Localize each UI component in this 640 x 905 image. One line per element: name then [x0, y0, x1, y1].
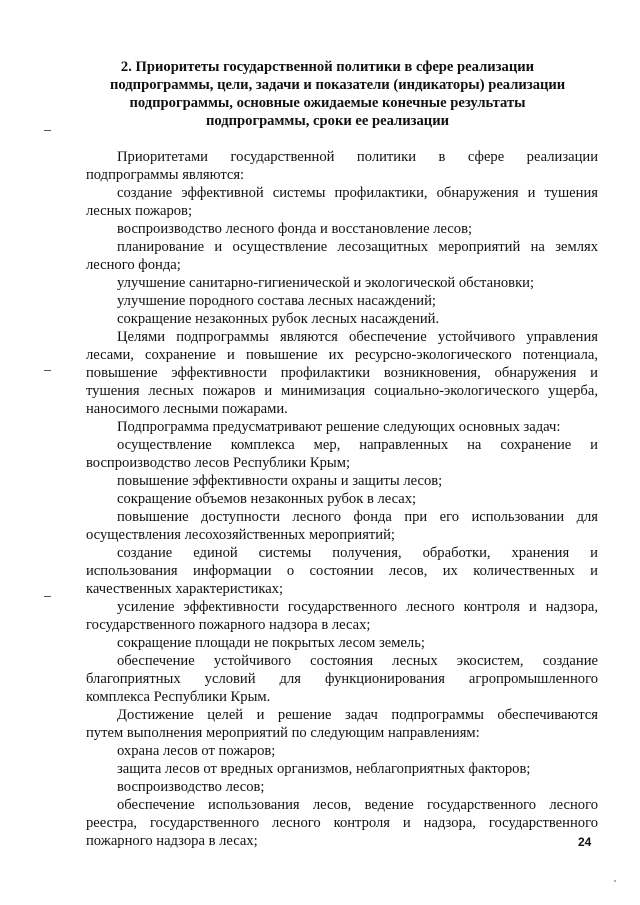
text-line: подпрограммы являются:: [86, 167, 245, 183]
heading-line: 2. Приоритеты государственной политики в сфере реализации: [120, 59, 535, 75]
text-line: лесами, сохранение и повышение их ресурсно-экологического потенциала,: [86, 347, 598, 363]
text-line: сокращение объемов незаконных рубок в лесах;: [117, 491, 417, 507]
text-line: улучшение породного состава лесных насаждений;: [117, 293, 436, 309]
text-line: обеспечение использования лесов, ведение государственного лесного: [117, 797, 598, 813]
text-line: Подпрограмма предусматривают решение следующих основных задач:: [117, 419, 561, 435]
text-line: государственного пожарного надзора в лесах;: [86, 617, 371, 633]
text-line: лесного фонда;: [86, 257, 181, 273]
text-line: создание единой системы получения, обработки, хранения и: [117, 545, 598, 561]
text-line: сокращение площади не покрытых лесом земель;: [117, 635, 425, 651]
text-line: Приоритетами государственной политики в сфере реализации: [117, 149, 598, 165]
text-line: осуществления лесохозяйственных мероприятий;: [86, 527, 395, 543]
text-line: воспроизводство лесного фонда и восстановление лесов;: [117, 221, 473, 237]
page-number: 24: [578, 835, 592, 849]
text-line: охрана лесов от пожаров;: [117, 743, 276, 759]
text-line: использования информации о состоянии лесов, их количественных и: [86, 563, 598, 579]
text-line: усиление эффективности государственного лесного контроля и надзора,: [117, 599, 598, 615]
body-text: [86, 148, 598, 850]
section-heading: [110, 58, 566, 130]
text-line: лесных пожаров;: [86, 203, 193, 219]
text-line: наносимого лесными пожарами.: [86, 401, 288, 417]
text-line: осуществление комплекса мер, направленных на сохранение и: [117, 437, 598, 453]
text-line: повышение доступности лесного фонда при его использовании для: [117, 509, 598, 525]
text-line: планирование и осуществление лесозащитных мероприятий на землях: [117, 239, 598, 255]
heading-line: подпрограммы, основные ожидаемые конечные результаты: [129, 95, 526, 111]
scan-dot: [614, 880, 616, 882]
text-line: тушения лесных пожаров и минимизация социально-экологического ущерба,: [86, 383, 598, 399]
text-line: Достижение целей и решение задач подпрограммы обеспечиваются: [117, 707, 598, 723]
text-line: улучшение санитарно-гигиенической и экологической обстановки;: [117, 275, 535, 291]
text-line: качественных характеристиках;: [86, 581, 284, 597]
text-line: воспроизводство лесов;: [117, 779, 265, 795]
text-line: пожарного надзора в лесах;: [86, 833, 258, 849]
margin-mark: [44, 370, 51, 371]
text-line: сокращение незаконных рубок лесных насаждений.: [117, 311, 440, 327]
text-line: обеспечение устойчивого состояния лесных экосистем, создание: [117, 653, 598, 669]
text-line: защита лесов от вредных организмов, неблагоприятных факторов;: [117, 761, 531, 777]
text-line: комплекса Республики Крым.: [86, 689, 271, 705]
text-line: повышение эффективности охраны и защиты лесов;: [117, 473, 443, 489]
text-line: создание эффективной системы профилактики, обнаружения и тушения: [117, 185, 598, 201]
heading-line: подпрограммы, цели, задачи и показатели (индикаторы) реализации: [110, 77, 566, 93]
text-line: благоприятных условий для функционирования агропромышленного: [86, 671, 598, 687]
text-line: повышение эффективности профилактики возникновения, обнаружения и: [86, 365, 598, 381]
text-line: воспроизводство лесов Республики Крым;: [86, 455, 351, 471]
text-line: путем выполнения мероприятий по следующим направлениям:: [86, 725, 480, 741]
margin-mark: [44, 596, 51, 597]
text-line: Целями подпрограммы являются обеспечение устойчивого управления: [117, 329, 598, 345]
heading-line: подпрограммы, сроки ее реализации: [205, 113, 450, 129]
margin-mark: [44, 130, 51, 131]
text-line: реестра, государственного лесного контроля и надзора, государственного: [86, 815, 598, 831]
